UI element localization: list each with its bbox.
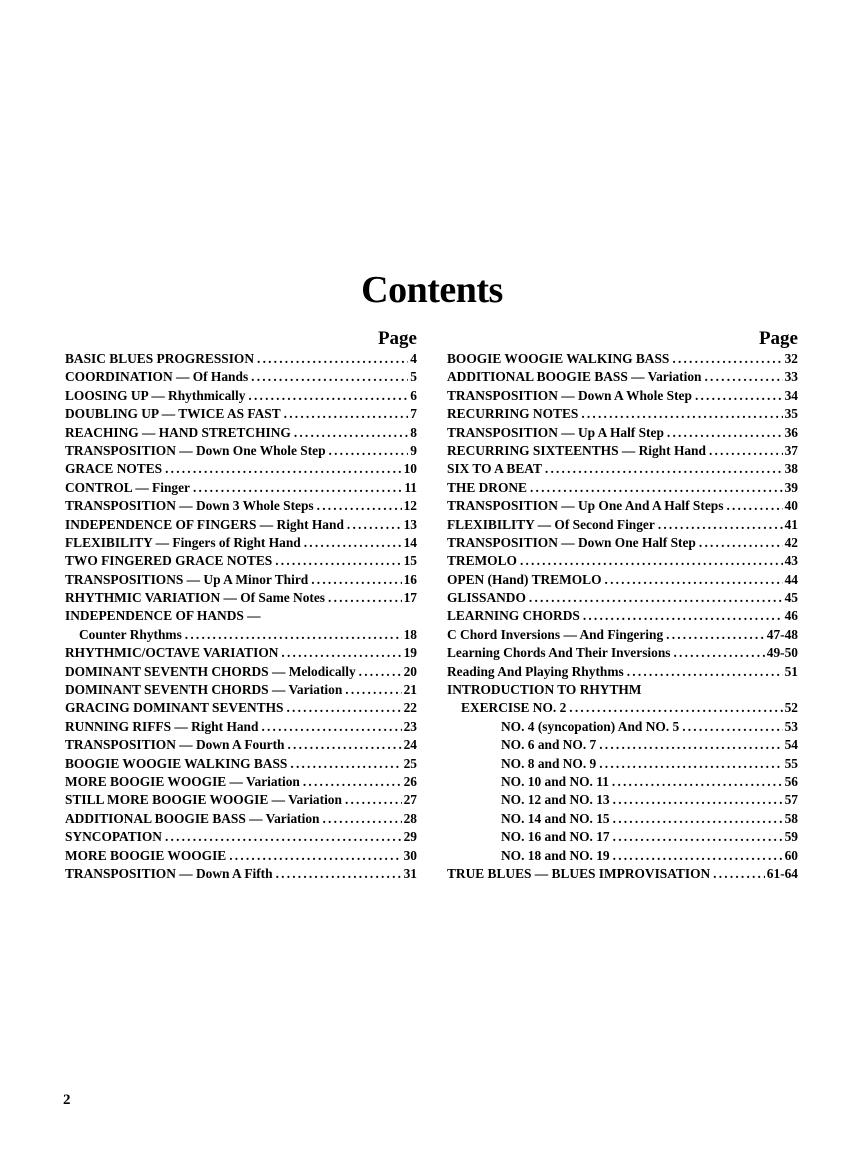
toc-entry	[447, 681, 798, 699]
page-number: 2	[63, 1092, 71, 1108]
toc-entry	[65, 773, 417, 791]
toc-entry-title: CONTROL — Finger	[65, 479, 190, 495]
toc-entry	[65, 847, 417, 865]
toc-entry-title: NO. 16 and NO. 17	[501, 829, 610, 845]
toc-entry-title: NO. 12 and NO. 13	[501, 792, 610, 808]
toc-entry-title: Reading And Playing Rhythms	[447, 663, 624, 679]
toc-entry-page: 45	[784, 590, 798, 606]
dot-leader	[245, 387, 408, 405]
toc-entry-page: 27	[403, 792, 417, 808]
toc-entry-page: 15	[403, 553, 417, 569]
toc-entry	[447, 350, 798, 368]
dot-leader	[663, 626, 765, 644]
dot-leader	[610, 791, 783, 809]
toc-entry	[65, 681, 417, 699]
toc-entry-title: TRUE BLUES — BLUES IMPROVISATION	[447, 865, 711, 881]
toc-entry-title: TRANSPOSITION — Down 3 Whole Steps	[65, 498, 314, 514]
dot-leader	[301, 534, 402, 552]
toc-entry-title: ADDITIONAL BOOGIE BASS — Variation	[447, 369, 702, 385]
dot-leader	[664, 424, 783, 442]
dot-leader	[258, 718, 401, 736]
toc-entry	[65, 589, 417, 607]
toc-entry	[447, 718, 798, 736]
toc-entry-title: RHYTHMIC/OCTAVE VARIATION	[65, 645, 279, 661]
toc-entry-page: 51	[784, 663, 798, 679]
toc-entry	[447, 552, 798, 570]
toc-entry-title: TRANSPOSITION — Up One And A Half Steps	[447, 498, 724, 514]
toc-entry	[447, 405, 798, 423]
dot-leader	[344, 516, 402, 534]
toc-entry-title: TRANSPOSITION — Up A Half Step	[447, 424, 664, 440]
toc-entry-title: INDEPENDENCE OF HANDS —	[65, 608, 261, 624]
toc-entry	[447, 865, 798, 883]
toc-entry-title: TRANSPOSITION — Down A Whole Step	[447, 387, 692, 403]
toc-entry-page: 53	[784, 718, 798, 734]
dot-leader	[342, 791, 402, 809]
toc-entry-page: 59	[784, 829, 798, 845]
toc-entry	[447, 773, 798, 791]
toc-entry-page: 23	[403, 718, 417, 734]
toc-entry-title: TWO FINGERED GRACE NOTES	[65, 553, 273, 569]
toc-entry-page: 54	[784, 737, 798, 753]
toc-entry	[65, 828, 417, 846]
toc-entry	[65, 405, 417, 423]
toc-entry-title: NO. 8 and NO. 9	[501, 755, 597, 771]
toc-entry-title: TRANSPOSITION — Down One Whole Step	[65, 442, 326, 458]
toc-entry-page: 5	[410, 369, 417, 385]
toc-entry-page: 9	[410, 442, 417, 458]
toc-entry	[65, 755, 417, 773]
dot-leader	[580, 607, 783, 625]
toc-entry-title: RHYTHMIC VARIATION — Of Same Notes	[65, 590, 326, 606]
toc-entry	[447, 479, 798, 497]
toc-entry-page: 37	[784, 442, 798, 458]
toc-entry	[65, 571, 417, 589]
toc-entry-title: ADDITIONAL BOOGIE BASS — Variation	[65, 810, 320, 826]
toc-entry-page: 17	[403, 590, 417, 606]
dot-leader	[609, 773, 783, 791]
toc-entry	[65, 387, 417, 405]
toc-entry-page: 52	[784, 700, 798, 716]
dot-leader	[182, 626, 402, 644]
toc-entry-title: GLISSANDO	[447, 590, 526, 606]
toc-entry-page: 6	[410, 387, 417, 403]
toc-entry-page: 58	[784, 810, 798, 826]
toc-entry-page: 47-48	[766, 626, 798, 642]
toc-entry-page: 56	[784, 773, 798, 789]
dot-leader	[162, 828, 402, 846]
toc-entry	[447, 516, 798, 534]
dot-leader	[669, 350, 782, 368]
toc-entry-title: FLEXIBILITY — Of Second Finger	[447, 516, 655, 532]
toc-entry-page: 7	[410, 406, 417, 422]
toc-entry	[447, 460, 798, 478]
dot-leader	[284, 699, 402, 717]
toc-entry	[65, 516, 417, 534]
toc-entry-page: 46	[784, 608, 798, 624]
dot-leader	[190, 479, 402, 497]
toc-entry	[65, 442, 417, 460]
toc-entry	[65, 350, 417, 368]
dot-leader	[320, 810, 402, 828]
toc-entry	[65, 368, 417, 386]
toc-entry-page: 33	[784, 369, 798, 385]
toc-entry-page: 18	[403, 626, 417, 642]
dot-leader	[655, 516, 783, 534]
toc-entry	[447, 368, 798, 386]
toc-entry	[65, 644, 417, 662]
dot-leader	[706, 442, 783, 460]
toc-entry-title: EXERCISE NO. 2	[461, 700, 567, 716]
dot-leader	[300, 773, 402, 791]
dot-leader	[356, 663, 402, 681]
toc-entry	[65, 626, 417, 644]
toc-entry	[447, 424, 798, 442]
toc-entry-page: 21	[403, 682, 417, 698]
toc-entry	[65, 479, 417, 497]
toc-entry-page: 25	[403, 755, 417, 771]
page-title: Contents	[361, 269, 503, 311]
dot-leader	[308, 571, 401, 589]
toc-entry-title: FLEXIBILITY — Fingers of Right Hand	[65, 534, 301, 550]
toc-entry	[65, 791, 417, 809]
toc-entry	[447, 699, 798, 717]
toc-entry-page: 26	[403, 773, 417, 789]
toc-entry-title: TREMOLO	[447, 553, 517, 569]
toc-entry-page: 31	[403, 865, 417, 881]
toc-entry	[65, 810, 417, 828]
toc-entry-title: NO. 18 and NO. 19	[501, 847, 610, 863]
toc-entry	[447, 810, 798, 828]
toc-entry	[447, 736, 798, 754]
toc-entry-title: BOOGIE WOOGIE WALKING BASS	[65, 755, 288, 771]
toc-entry-page: 41	[784, 516, 798, 532]
toc-entry-page: 4	[410, 351, 417, 366]
toc-entry	[447, 755, 798, 773]
toc-entry-title: TRANSPOSITION — Down A Fifth	[65, 865, 273, 881]
toc-entry	[447, 571, 798, 589]
toc-entry-title: NO. 6 and NO. 7	[501, 737, 597, 753]
toc-entry	[65, 663, 417, 681]
dot-leader	[527, 479, 783, 497]
toc-entry-page: 34	[784, 387, 798, 403]
page-column-header: Page	[758, 328, 798, 349]
toc-entry-page: 14	[403, 534, 417, 550]
toc-entry-title: TRANSPOSITION — Down One Half Step	[447, 534, 696, 550]
toc-entry-page: 22	[403, 700, 417, 716]
page-column-header: Page	[377, 328, 417, 349]
toc-entry-title: RECURRING NOTES	[447, 406, 579, 422]
toc-entry-page: 40	[784, 498, 798, 514]
dot-leader	[526, 589, 783, 607]
dot-leader	[287, 755, 401, 773]
toc-entry-page: 61-64	[766, 865, 798, 881]
toc-entry	[447, 534, 798, 552]
dot-leader	[285, 736, 402, 754]
toc-entry-title: GRACE NOTES	[65, 461, 163, 477]
toc-entry-page: 19	[403, 645, 417, 661]
toc-entry	[65, 534, 417, 552]
toc-entry	[447, 497, 798, 515]
toc-entry	[65, 607, 417, 625]
toc-entry	[65, 736, 417, 754]
toc-entry-title: COORDINATION — Of Hands	[65, 369, 249, 385]
toc-entry-title: MORE BOOGIE WOOGIE	[65, 847, 227, 863]
dot-leader	[291, 424, 408, 442]
toc-entry-page: 39	[784, 479, 798, 495]
toc-entry-title: RECURRING SIXTEENTHS — Right Hand	[447, 442, 706, 458]
toc-entry-title: SIX TO A BEAT	[447, 461, 542, 477]
dot-leader	[162, 460, 402, 478]
toc-entry-title: BASIC BLUES PROGRESSION	[65, 351, 255, 366]
toc-entry	[447, 626, 798, 644]
toc-entry-title: C Chord Inversions — And Fingering	[447, 626, 664, 642]
toc-entry-title: TRANSPOSITIONS — Up A Minor Third	[65, 571, 309, 587]
toc-list-left	[65, 350, 417, 883]
toc-entry-page: 13	[403, 516, 417, 532]
dot-leader	[670, 644, 764, 662]
dot-leader	[272, 552, 401, 570]
toc-entry-title: Counter Rhythms	[79, 626, 182, 642]
toc-entry-page: 12	[403, 498, 417, 514]
contents-column-right	[447, 328, 798, 883]
toc-entry-title: DOUBLING UP — TWICE AS FAST	[65, 406, 281, 422]
dot-leader	[278, 644, 401, 662]
toc-entry	[447, 607, 798, 625]
toc-entry	[447, 847, 798, 865]
toc-entry-title: MORE BOOGIE WOOGIE — Variation	[65, 773, 300, 789]
toc-entry	[65, 718, 417, 736]
dot-leader	[226, 847, 401, 865]
dot-leader	[342, 681, 401, 699]
toc-entry	[65, 424, 417, 442]
toc-entry-page: 60	[784, 847, 798, 863]
toc-entry-title: Learning Chords And Their Inversions	[447, 645, 671, 661]
toc-entry-title: LOOSING UP — Rhythmically	[65, 387, 246, 403]
toc-entry-page: 44	[784, 571, 798, 587]
toc-entry	[447, 387, 798, 405]
toc-entry	[447, 644, 798, 662]
toc-entry-page: 55	[784, 755, 798, 771]
dot-leader	[723, 497, 782, 515]
toc-entry	[447, 791, 798, 809]
toc-entry-title: DOMINANT SEVENTH CHORDS — Variation	[65, 682, 343, 698]
toc-entry-title: RUNNING RIFFS — Right Hand	[65, 718, 259, 734]
toc-entry-title: THE DRONE	[447, 479, 527, 495]
dot-leader	[596, 755, 782, 773]
toc-entry-page: 49-50	[766, 645, 798, 661]
dot-leader	[610, 810, 783, 828]
toc-entry	[65, 865, 417, 883]
toc-list-right	[447, 350, 798, 883]
toc-entry-page: 43	[784, 553, 798, 569]
toc-entry-page: 28	[403, 810, 417, 826]
toc-entry-title: INTRODUCTION TO RHYTHM	[447, 682, 642, 698]
toc-entry-title: SYNCOPATION	[65, 829, 162, 845]
dot-leader	[610, 828, 783, 846]
toc-entry-page: 16	[403, 571, 417, 587]
toc-entry-title: NO. 14 and NO. 15	[501, 810, 610, 826]
toc-entry	[447, 828, 798, 846]
toc-entry	[65, 460, 417, 478]
dot-leader	[679, 718, 782, 736]
dot-leader	[314, 497, 402, 515]
toc-entry-title: OPEN (Hand) TREMOLO	[447, 571, 602, 587]
dot-leader	[578, 405, 782, 423]
toc-entry-page: 24	[403, 737, 417, 753]
dot-leader	[542, 460, 783, 478]
dot-leader	[273, 865, 402, 883]
toc-entry	[65, 497, 417, 515]
dot-leader	[254, 350, 408, 368]
toc-entry-title: NO. 10 and NO. 11	[501, 773, 609, 789]
toc-entry-title: NO. 4 (syncopation) And NO. 5	[501, 718, 680, 734]
toc-entry-page: 38	[784, 461, 798, 477]
toc-entry-page: 30	[403, 847, 417, 863]
toc-entry-title: STILL MORE BOOGIE WOOGIE — Variation	[65, 792, 342, 808]
toc-entry-title: INDEPENDENCE OF FINGERS — Right Hand	[65, 516, 344, 532]
toc-entry	[65, 699, 417, 717]
toc-entry	[65, 552, 417, 570]
dot-leader	[710, 865, 765, 883]
dot-leader	[326, 442, 409, 460]
toc-entry-page: 32	[784, 351, 798, 366]
contents-column-left	[65, 328, 417, 883]
dot-leader	[325, 589, 402, 607]
toc-entry-page: 35	[784, 406, 798, 422]
toc-entry	[447, 663, 798, 681]
toc-entry-page: 20	[403, 663, 417, 679]
dot-leader	[624, 663, 783, 681]
dot-leader	[602, 571, 783, 589]
toc-entry-page: 29	[403, 829, 417, 845]
dot-leader	[281, 405, 409, 423]
toc-entry-title: BOOGIE WOOGIE WALKING BASS	[447, 351, 670, 366]
dot-leader	[248, 368, 408, 386]
toc-entry-title: LEARNING CHORDS	[447, 608, 580, 624]
toc-entry-title: GRACING DOMINANT SEVENTHS	[65, 700, 284, 716]
toc-entry-page: 10	[403, 461, 417, 477]
toc-entry-page: 11	[404, 479, 417, 495]
toc-entry-title: DOMINANT SEVENTH CHORDS — Melodically	[65, 663, 356, 679]
toc-entry-page: 36	[784, 424, 798, 440]
toc-entry-page: 57	[784, 792, 798, 808]
dot-leader	[610, 847, 783, 865]
toc-entry	[447, 442, 798, 460]
dot-leader	[692, 387, 783, 405]
toc-entry-title: REACHING — HAND STRETCHING	[65, 424, 291, 440]
dot-leader	[566, 699, 782, 717]
dot-leader	[702, 368, 783, 386]
dot-leader	[696, 534, 783, 552]
dot-leader	[517, 552, 783, 570]
toc-entry	[447, 589, 798, 607]
dot-leader	[596, 736, 782, 754]
toc-entry-title: TRANSPOSITION — Down A Fourth	[65, 737, 285, 753]
toc-entry-page: 8	[410, 424, 417, 440]
toc-entry-page: 42	[784, 534, 798, 550]
